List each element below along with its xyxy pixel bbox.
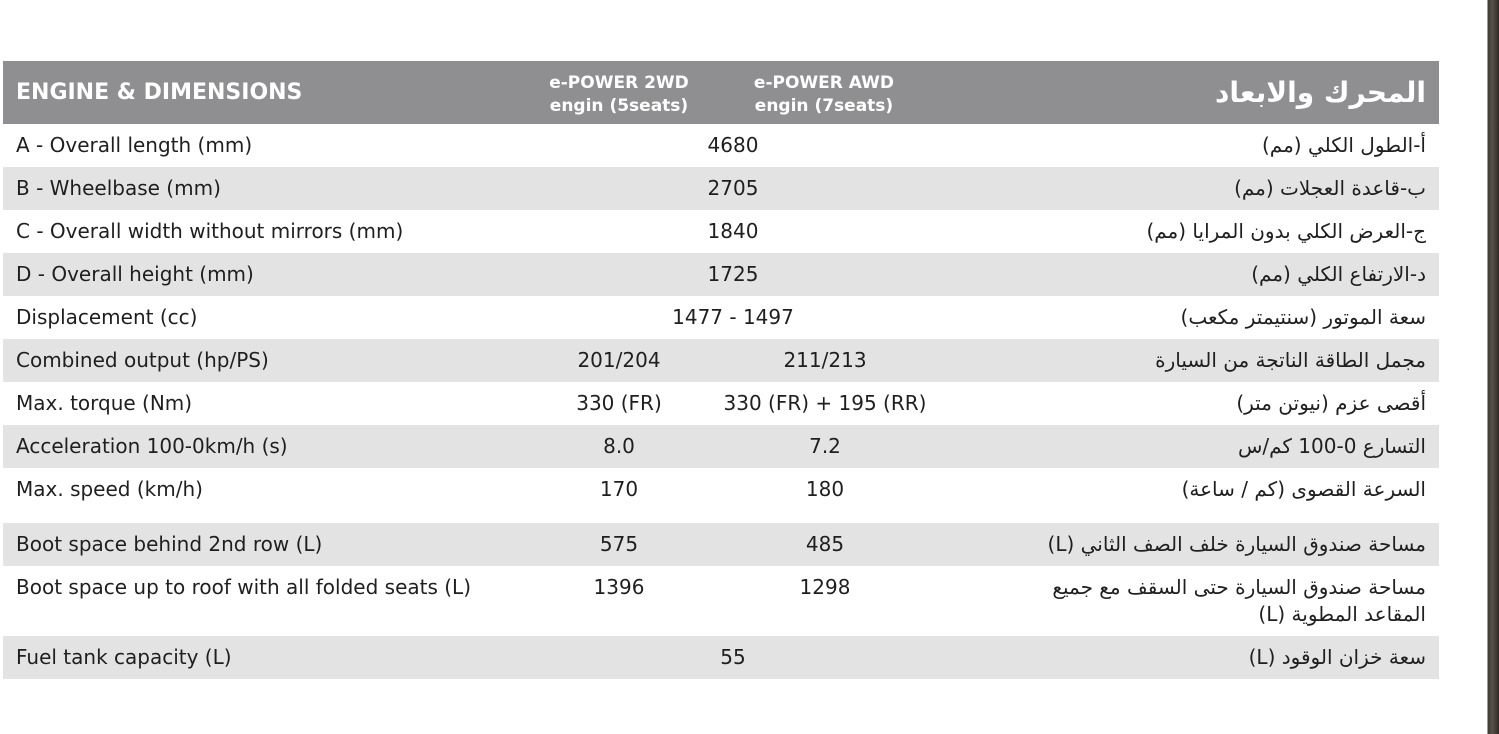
row-label-ar: سعة الموتور (سنتيمتر مكعب) [1180,305,1426,329]
header-title-en: ENGINE & DIMENSIONS [16,80,303,105]
header-col-2wd-line1: e-POWER 2WD [549,73,689,93]
table-row-boot-space-2nd-row [3,523,1439,566]
row-label-en: A - Overall length (mm) [16,133,253,157]
row-value-awd: 485 [805,532,845,556]
row-label-ar: التسارع 0-100 كم/س [1237,434,1426,458]
row-value-2wd: 1396 [593,575,645,599]
table-row-acceleration [3,425,1439,468]
row-value-2wd: 575 [599,532,639,556]
row-label-ar: مساحة صندوق السيارة حتى السقف مع جميع المقاعد المطوية (L) [1052,575,1426,626]
row-value-awd: 7.2 [809,434,841,458]
row-value-2wd: 330 (FR) [576,391,662,415]
table-row-overall-length [3,124,1439,167]
row-value-merged: 1840 [707,219,759,243]
row-label-en: Combined output (hp/PS) [16,348,269,372]
table-row-fuel-tank [3,636,1439,679]
row-label-ar: مجمل الطاقة الناتجة من السيارة [1155,348,1426,372]
row-value-merged: 1477 - 1497 [672,305,794,329]
row-label-ar: السرعة القصوى (كم / ساعة) [1181,477,1426,501]
row-label-en: Boot space up to roof with all folded seats (L) [16,575,471,599]
header-col-2wd-line2: engin (5seats) [549,96,689,116]
row-value-merged: 55 [720,645,746,669]
row-value-awd: 211/213 [783,348,867,372]
header-col-awd-line2: engin (7seats) [754,96,894,116]
row-label-ar: أقصى عزم (نيوتن متر) [1236,391,1426,415]
row-label-ar: أ-الطول الكلي (مم) [1261,133,1426,157]
row-value-merged: 4680 [707,133,759,157]
row-label-ar: سعة خزان الوقود (L) [1248,645,1426,669]
row-label-en: B - Wheelbase (mm) [16,176,221,200]
table-row-max-torque [3,382,1439,425]
row-label-en: Acceleration 100-0km/h (s) [16,434,288,458]
row-value-2wd: 201/204 [577,348,661,372]
row-label-ar: مساحة صندوق السيارة خلف الصف الثاني (L) [1047,532,1426,556]
table-row-boot-space-folded [3,566,1439,636]
row-label-en: Fuel tank capacity (L) [16,645,232,669]
row-label-en: D - Overall height (mm) [16,262,254,286]
row-label-en: Max. torque (Nm) [16,391,193,415]
table-row-combined-output [3,339,1439,382]
row-value-merged: 1725 [707,262,759,286]
spec-table [3,61,1439,679]
table-row-overall-height [3,253,1439,296]
row-value-awd: 180 [805,477,845,501]
table-row-overall-width [3,210,1439,253]
row-label-en: Max. speed (km/h) [16,477,203,501]
header-title-ar: المحرك والابعاد [1215,76,1426,109]
row-value-awd: 330 (FR) + 195 (RR) [723,391,927,415]
row-label-en: Displacement (cc) [16,305,198,329]
table-row-displacement [3,296,1439,339]
table-row-max-speed [3,468,1439,511]
table-row-wheelbase [3,167,1439,210]
row-label-en: Boot space behind 2nd row (L) [16,532,323,556]
header-col-2wd [509,72,729,118]
row-value-2wd: 170 [599,477,639,501]
row-value-merged: 2705 [707,176,759,200]
row-label-ar: ج-العرض الكلي بدون المرايا (مم) [1146,219,1426,243]
header-col-awd-line1: e-POWER AWD [753,73,895,93]
row-label-ar: د-الارتفاع الكلي (مم) [1251,262,1426,286]
row-value-awd: 1298 [799,575,851,599]
photo-edge [1483,0,1499,734]
header-col-awd [714,72,934,118]
row-label-en: C - Overall width without mirrors (mm) [16,219,404,243]
row-label-ar: ب-قاعدة العجلات (مم) [1234,176,1426,200]
table-header [3,61,1439,124]
row-value-2wd: 8.0 [603,434,635,458]
